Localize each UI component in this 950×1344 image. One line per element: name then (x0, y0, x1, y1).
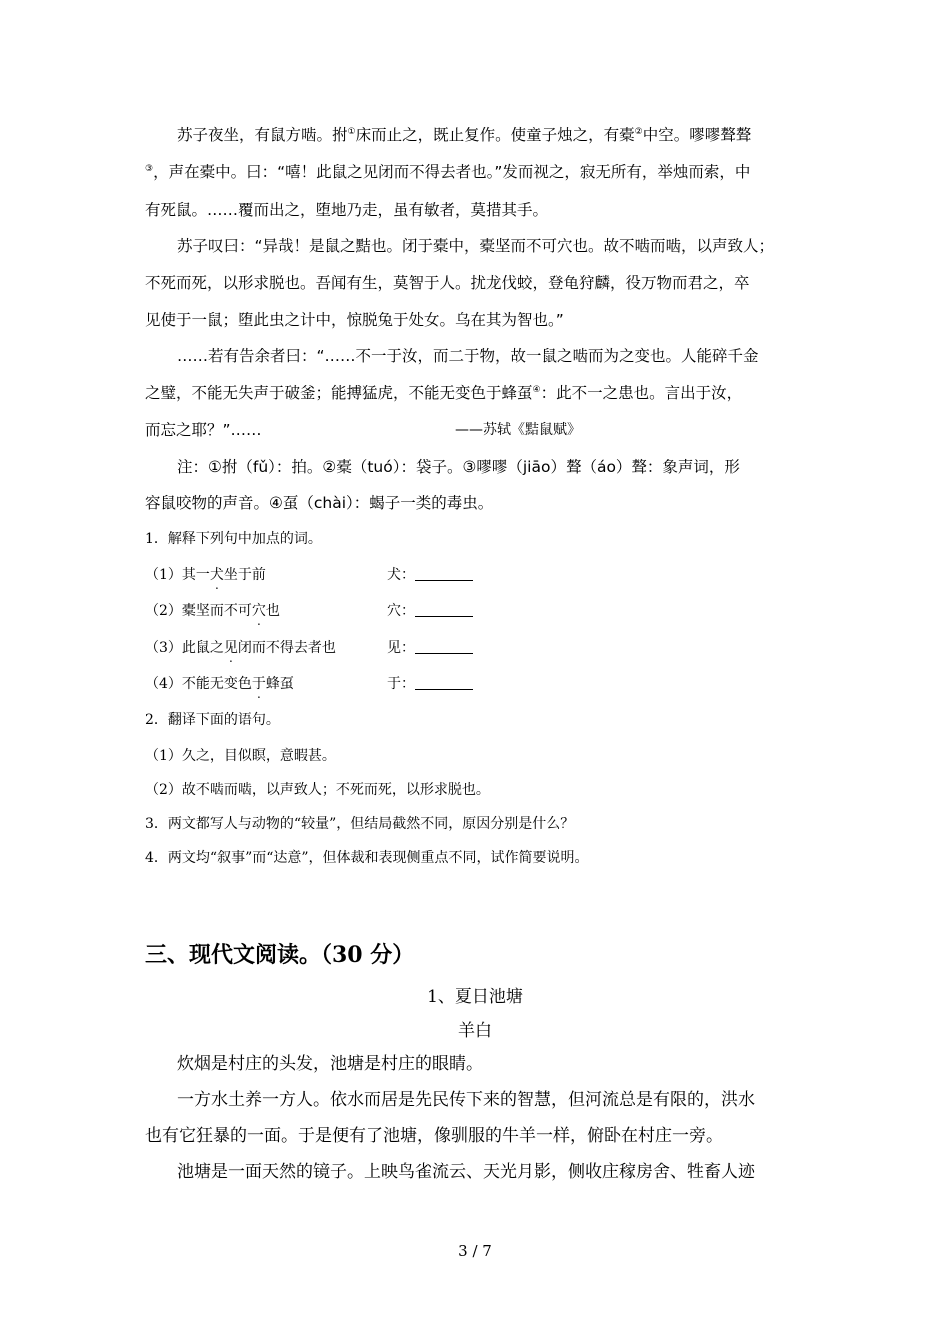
answer-blank (415, 602, 473, 617)
q1-answer-3[interactable]: 见： (387, 637, 473, 657)
q1-answer-1[interactable]: 犬： (387, 564, 473, 584)
page-number: 3 / 7 (458, 1242, 492, 1260)
dotted-word: 见 (223, 640, 238, 656)
q1-item-1: （1）其一犬坐于前 (145, 567, 266, 583)
dotted-word: 穴 (251, 603, 266, 619)
passage-line-8: 之璧，不能无失声于破釜；能搏猛虎，不能无变色于蜂虿④：此不一之患也。言出于汝， (145, 384, 743, 402)
passage-line-7: ……若有告余者曰：“……不一于汝，而二于物，故一鼠之啮而为之变也。人能碎千金 (177, 347, 759, 365)
passage-line-6: 见使于一鼠；堕此虫之计中，惊脱兔于处女。乌在其为智也。” (145, 311, 564, 329)
notes-line-2: 容鼠咬物的声音。④虿（chài）：蝎子一类的毒虫。 (145, 494, 494, 512)
question-4: 4．两文均“叙事”而“达意”，但体裁和表现侧重点不同，试作简要说明。 (145, 850, 589, 866)
passage-line-9: 而忘之耶？”…… (145, 421, 262, 439)
passage-line-5: 不死而死，以形求脱也。吾闻有生，莫智于人。扰龙伐蛟，登龟狩麟，役万物而君之，卒 (145, 274, 750, 292)
article-para-1: 炊烟是村庄的头发，池塘是村庄的眼睛。 (177, 1054, 483, 1074)
passage-line-3: 有死鼠。……覆而出之，堕地乃走，虽有敏者，莫措其手。 (145, 201, 549, 219)
question-2-part-1: （1）久之，目似瞑，意暇甚。 (145, 748, 336, 764)
notes-line-1: 注：①拊（fǔ）：拍。②橐（tuó）：袋子。③嘐嘐（jiāo）聱（áo）聱：象声词，形 (177, 458, 740, 476)
dotted-word: 犬 (209, 567, 224, 583)
dotted-word: 于 (251, 676, 266, 692)
question-3: 3．两文都写人与动物的“较量”，但结局截然不同，原因分别是什么？ (145, 816, 575, 832)
article-para-2-cont: 也有它狂暴的一面。于是便有了池塘，像驯服的牛羊一样，俯卧在村庄一旁。 (145, 1126, 723, 1146)
passage-line-2: ③，声在橐中。曰：“嘻！此鼠之见闭而不得去者也。”发而视之，寂无所有，举烛而索，中 (145, 163, 751, 181)
article-author: 羊白 (458, 1021, 492, 1041)
q1-answer-4[interactable]: 于： (387, 673, 473, 693)
q1-item-3: （3）此鼠之见闭而不得去者也 (145, 640, 336, 656)
question-2-part-2: （2）故不啮而啮，以声致人；不死而死，以形求脱也。 (145, 782, 490, 798)
section-heading: 三、现代文阅读。（30 分） (145, 942, 415, 968)
passage-line-4: 苏子叹曰：“异哉！是鼠之黠也。闭于橐中，橐坚而不可穴也。故不啮而啮，以声致人； (177, 237, 775, 255)
question-1: 1．解释下列句中加点的词。 (145, 531, 322, 547)
passage-attribution: ——苏轼《黠鼠赋》 (455, 422, 581, 438)
q1-item-2: （2）橐坚而不可穴也 (145, 603, 280, 619)
article-para-3: 池塘是一面天然的镜子。上映鸟雀流云、天光月影，侧收庄稼房舍、牲畜人迹 (177, 1162, 755, 1182)
article-para-2: 一方水土养一方人。依水而居是先民传下来的智慧，但河流总是有限的，洪水 (177, 1090, 755, 1110)
answer-blank (415, 675, 473, 690)
q1-item-4: （4）不能无变色于蜂虿 (145, 676, 294, 692)
question-2: 2．翻译下面的语句。 (145, 712, 280, 728)
q1-answer-2[interactable]: 穴： (387, 600, 473, 620)
passage-line-1: 苏子夜坐，有鼠方啮。拊①床而止之，既止复作。使童子烛之，有橐②中空。嘐嘐聱聱 (177, 126, 752, 144)
answer-blank (415, 566, 473, 581)
article-title: 1、夏日池塘 (427, 987, 523, 1007)
answer-blank (415, 639, 473, 654)
